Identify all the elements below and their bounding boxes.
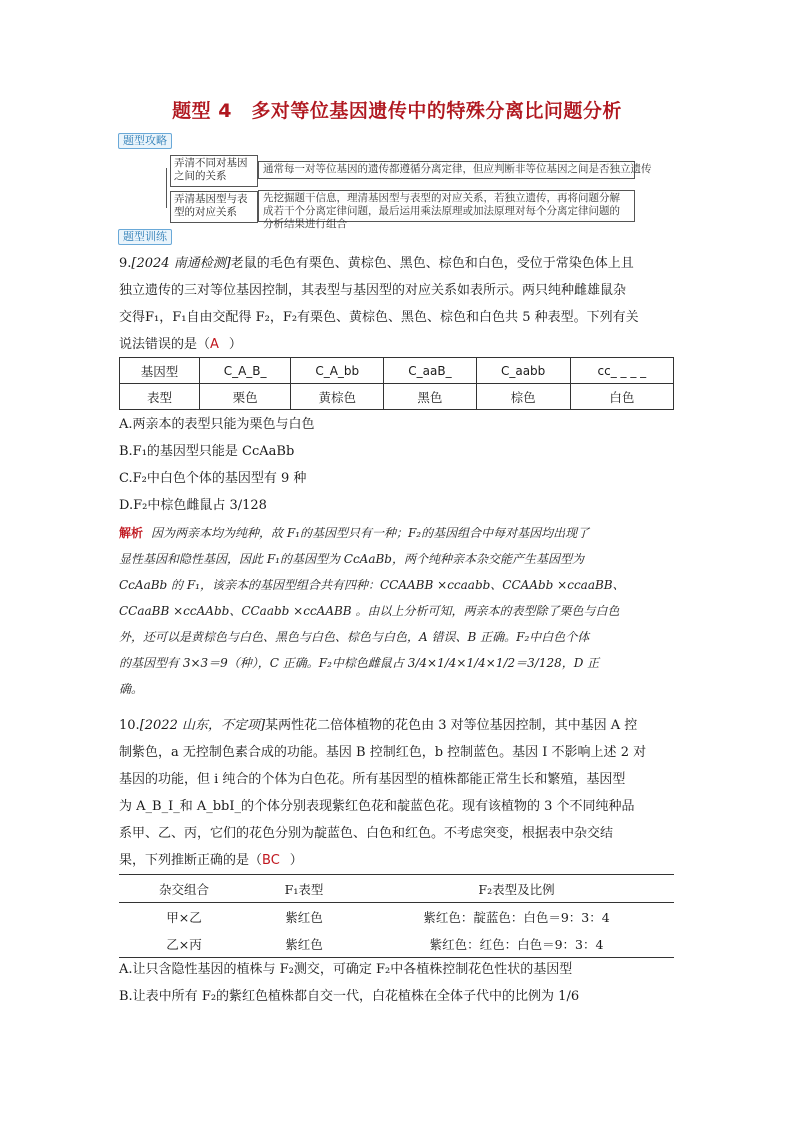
question-number: 9. xyxy=(119,256,132,271)
mindmap-right-box-2: 先挖掘题干信息，理清基因型与表型的对应关系，若独立遗传，再将问题分解成若干个分离定律问题，最后运用乘法原理或加法原理对每个分离定律问题的分析结果进行组合 xyxy=(258,190,635,222)
explanation-heading: 解析 xyxy=(119,526,144,540)
table-row: 表型 栗色 黄棕色 黑色 棕色 白色 xyxy=(120,384,674,410)
answer-key: BC xyxy=(262,853,280,868)
strategy-tag: 题型攻略 xyxy=(118,133,172,149)
answer-key: A xyxy=(210,337,219,352)
option-a: A.让只含隐性基因的植株与 F₂测交，可确定 F₂中各植株控制花色性状的基因型 xyxy=(119,962,573,977)
table-row: 甲×乙 紫红色 紫红色：靛蓝色：白色＝9：3：4 xyxy=(166,909,610,925)
option-b: B.F₁的基因型只能是 CcAaBb xyxy=(119,444,295,459)
table-row: 乙×丙 紫红色 紫红色：红色：白色＝9：3：4 xyxy=(119,930,674,958)
cross-results-table xyxy=(119,874,674,958)
option-d: D.F₂中棕色雌鼠占 3/128 xyxy=(119,498,267,513)
table-header: 杂交组合 F₁表型 F₂表型及比例 xyxy=(119,875,674,903)
table-row: 基因型 C_A_B_ C_A_bb C_aaB_ C_aabb cc_ _ _ _ xyxy=(120,358,674,384)
mindmap-left-box-1: 弄清不同对基因之间的关系 xyxy=(170,155,258,187)
question-source: [2022 山东，不定项] xyxy=(139,718,266,733)
genotype-phenotype-table xyxy=(119,357,674,410)
training-tag: 题型训练 xyxy=(118,229,172,245)
option-c: C.F₂中白色个体的基因型有 9 种 xyxy=(119,471,307,486)
question-10: 10.[2022 山东，不定项]某两性花二倍体植物的花色由 3 对等位基因控制，其中基因 A 控 制紫色，a 无控制色素合成的功能。基因 B 控制红色，b 控制蓝色。基因 I 不影响上述 2 对 基因的功能，但 i 纯合的个体为白色花。所有基因型的植株都能正常生长和繁殖，基因型 为 A_B_I_和 A_bbI_的个体分别表现紫红色花和靛蓝色花。现有该植物的 3 个不同纯种品 系甲、乙、丙，它们的花色分别为靛蓝色、白色和红色。不考虑突变，根据表中杂交结 果，下列推断正确的是（BC ） xyxy=(119,718,647,868)
page-title: 题型 4 多对等位基因遗传中的特殊分离比问题分析 xyxy=(172,100,622,122)
mindmap-right-box-1: 通常每一对等位基因的遗传都遵循分离定律，但应判断非等位基因之间是否独立遗传 xyxy=(258,161,635,179)
question-number: 10. xyxy=(119,718,140,733)
question-source: [2024 南通检测] xyxy=(131,256,231,271)
explanation-9: 解析 因为两亲本均为纯种，故 F₁的基因型只有一种；F₂的基因组合中每对基因均出现了 显性基因和隐性基因，因此 F₁的基因型为 CcAaBb，两个纯种亲本杂交能产生基因型为 CcAaBb 的 F₁，该亲本的基因型组合共有四种：CCAABB ×ccaabb、CCAAbb ×ccaaBB、 CCaaBB ×ccAAbb、CCaabb ×ccAABB 。由以上分析可知，两亲本的表型除了栗色与白色 外，还可以是黄棕色与白色、黑色与白色、棕色与白色，A 错误、B 正确。F₂中白色个体 的基因型有 3×3＝9（种），C 正确。F₂中棕色雌鼠占 3/4×1/4×1/4×1/2＝3/128，D 正 确。 xyxy=(119,526,625,696)
option-b: B.让表中所有 F₂的紫红色植株都自交一代，白花植株在全体子代中的比例为 1/6 xyxy=(119,989,580,1004)
mindmap-connector xyxy=(166,168,167,208)
mindmap-left-box-2: 弄清基因型与表型的对应关系 xyxy=(170,191,258,223)
question-9: 9.[2024 南通检测]老鼠的毛色有栗色、黄棕色、黑色、棕色和白色，受位于常染色体上且 独立遗传的三对等位基因控制，其表型与基因型的对应关系如表所示。两只纯种雌雄鼠杂 交得F₁，F₁自由交配得 F₂，F₂有栗色、黄棕色、黑色、棕色和白色共 5 种表型。下列有关 说法错误的是（A ） xyxy=(119,256,639,352)
option-a: A.两亲本的表型只能为栗色与白色 xyxy=(119,417,315,432)
